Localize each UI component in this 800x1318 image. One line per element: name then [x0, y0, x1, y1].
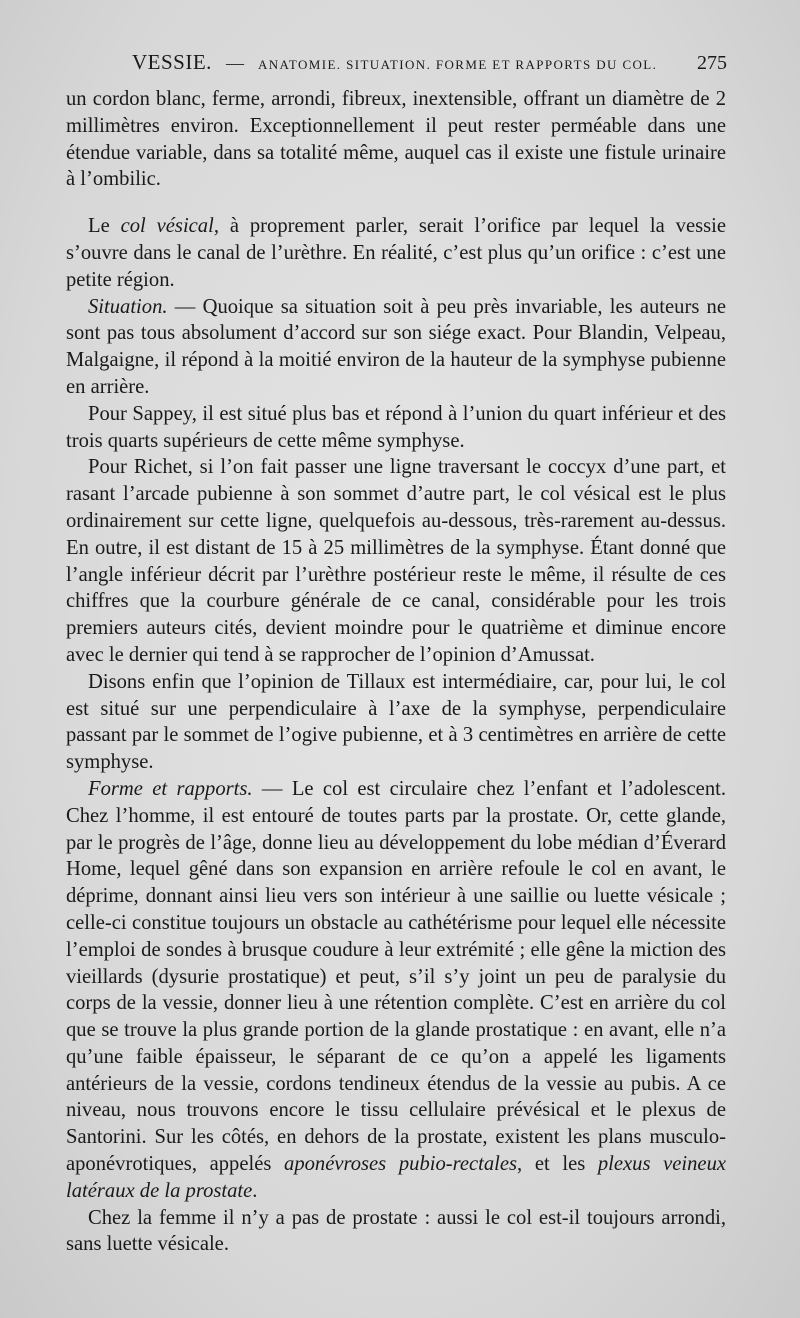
running-title: VESSIE.	[132, 50, 212, 74]
paragraph-text: Disons enfin que l’opinion de Tillaux est intermédiaire, car, pour lui, le col est situé sur une perpendiculaire à l’axe de la symphyse, perpendiculaire passant par le sommet de l’ogive pubienne, et à 3 centimètres en arrière de cette symphyse.	[66, 670, 726, 774]
paragraph-tillaux	[66, 669, 726, 776]
section-heading-forme: Forme et rapports.	[88, 777, 253, 800]
italic-term: col vésical	[120, 215, 214, 238]
paragraph-text: — Le col est circulaire chez l’enfant et l’adolescent. Chez l’homme, il est entouré de toutes parts par la prostate. Or, cette glande, par le progrès de l’âge, donne lieu au développement du lobe médian d’Éverard Home, lequel gêné dans son expansion en arrière refoule le col en avant, le déprime, donnant ainsi lieu vers son intérieur à une saillie ou luette vésicale ; celle-ci constitue toujours un obstacle au cathétérisme pour lequel elle nécessite l’emploi de sondes à brusque coudure à leur extrémité ; elle gêne la miction des vieillards (dysurie prostatique) et peut, s’il s’y joint un peu de paralysie du corps de la vessie, donner lieu à une rétention complète. C’est en arrière du col que se trouve la plus grande portion de la glande prostatique : en avant, elle n’a qu’une faible épaisseur, le séparant de ce qu’on a appelé les ligaments antérieurs de la vessie, cordons tendineux étendus de la vessie au pubis. A ce niveau, nous trouvons encore le tissu cellulaire prévésical et le plexus de Santorini. Sur les côtés, en dehors de la prostate, existent les plans musculo-aponévrotiques, appelés	[66, 777, 726, 1176]
paragraph-text: , et les	[517, 1153, 598, 1176]
paragraph-situation	[66, 294, 726, 401]
section-heading-situation: Situation.	[88, 295, 168, 318]
section-title: ANATOMIE. SITUATION. FORME ET RAPPORTS DU COL.	[257, 57, 658, 72]
italic-term: aponévroses pubio-rectales	[284, 1153, 518, 1176]
paragraph-text: un cordon blanc, ferme, arrondi, fibreux, inextensible, offrant un diamètre de 2 millimètres environ. Exceptionnellement il peut rester perméable dans une étendue variable, dans sa totalité même, auquel cas il existe une fistule urinaire à l’ombilic.	[66, 88, 726, 191]
paragraph-text: Chez la femme il n’y a pas de prostate : aussi le col est-il toujours arrondi, sans luette vésicale.	[66, 1206, 726, 1256]
paragraph-text: , à proprement parler, serait l’orifice par lequel la vessie s’ouvre dans le canal de l’urèthre. En réalité, c’est plus qu’un orifice : c’est une petite région.	[66, 215, 727, 291]
paragraph-richet	[66, 454, 726, 668]
page-number: 275	[697, 52, 727, 74]
paragraph-femme	[66, 1205, 726, 1259]
paragraph-text: Le	[88, 215, 121, 238]
paragraph-text: .	[252, 1179, 258, 1202]
paragraph-sappey	[66, 401, 726, 455]
paragraph-col-vesical	[66, 213, 726, 293]
header-dash: —	[225, 53, 244, 73]
paragraph-text: Pour Richet, si l’on fait passer une ligne traversant le coccyx d’une part, et rasant l’arcade pubienne à son sommet d’autre part, le col vésical est le plus ordinairement sur cette ligne, quelquefois au-dessous, très-rarement au-dessus. En outre, il est distant de 15 à 25 millimètres de la symphyse. Étant donné que l’angle inférieur décrit par l’urèthre postérieur reste le même, il résulte de ces chiffres que la courbure générale de ce canal, considérable pour les trois premiers auteurs cités, devient moindre pour le quatrième et diminue encore avec le dernier qui tend à se rapprocher de l’opinion d’Amussat.	[66, 456, 726, 666]
running-header	[132, 50, 727, 80]
paragraph-text: — Quoique sa situation soit à peu près invariable, les auteurs ne sont pas tous absolument d’accord sur son siége exact. Pour Blandin, Velpeau, Malgaigne, il répond à la moitié environ de la hauteur de la symphyse pubienne en arrière.	[66, 295, 726, 398]
paragraph-text: Pour Sappey, il est situé plus bas et répond à l’union du quart inférieur et des trois quarts supérieurs de cette même symphyse.	[66, 402, 726, 452]
body-text	[66, 86, 726, 1258]
paragraph-forme-rapports	[66, 776, 726, 1205]
paragraph-ouraque-continuation	[66, 86, 726, 193]
italic-term: plexus veineux latéraux de la prostate	[66, 1153, 727, 1202]
